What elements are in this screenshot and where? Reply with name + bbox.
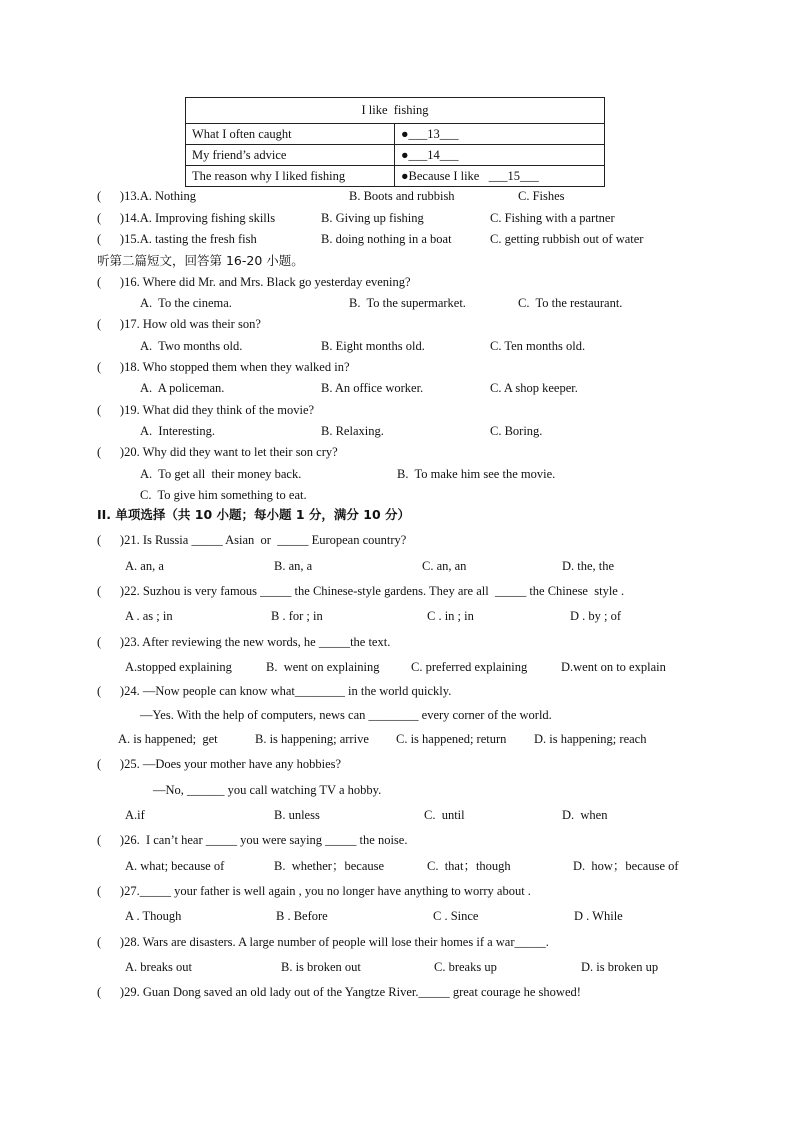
answer-option: C. an, an (422, 559, 467, 573)
answer-option: C. getting rubbish out of water (490, 232, 644, 246)
answer-option: C. is happened; return (396, 732, 507, 746)
question-line: A. what; because of (125, 859, 225, 873)
answer-option: D. is broken up (581, 960, 659, 974)
table-row (186, 124, 605, 145)
answer-option: C. breaks up (434, 960, 497, 974)
question-line: A. is happened; get (118, 732, 218, 746)
answer-option: B. Relaxing. (321, 424, 384, 438)
answer-option: B. is broken out (281, 960, 361, 974)
table-cell-label: The reason why I liked fishing (186, 166, 395, 187)
table-cell-value: ●___14___ (395, 145, 605, 166)
answer-option: C. Fishing with a partner (490, 211, 615, 225)
question-line: 听第二篇短文，回答第 16-20 小题。 (97, 253, 304, 268)
table-row (186, 145, 605, 166)
answer-option: B. To make him see the movie. (397, 467, 556, 481)
answer-option: D . by ; of (570, 609, 622, 623)
question-line: ( )26. I can’t hear _____ you were saying _____ the noise. (97, 833, 408, 847)
answer-option: C. Boring. (490, 424, 543, 438)
question-line: ( )29. Guan Dong saved an old lady out of the Yangtze River._____ great courage he showed! (97, 985, 581, 999)
answer-option: C. that；though (427, 859, 511, 873)
question-line: ( )17. How old was their son? (97, 317, 261, 331)
question-line: ( )13.A. Nothing (97, 189, 196, 203)
question-line: A . Though (125, 909, 182, 923)
answer-option: B. doing nothing in a boat (321, 232, 452, 246)
question-line: A.stopped explaining (125, 660, 232, 674)
question-line: A. Two months old. (140, 339, 243, 353)
question-line: A . as ; in (125, 609, 173, 623)
answer-option: D . While (574, 909, 623, 923)
answer-option: D.went on to explain (561, 660, 666, 674)
answer-option: D. the, the (562, 559, 615, 573)
question-line: A. To the cinema. (140, 296, 232, 310)
answer-option: D. how；because of (573, 859, 679, 873)
question-line: ( )20. Why did they want to let their son cry? (97, 445, 338, 459)
table-cell-value: ●Because I like ___15___ (395, 166, 605, 187)
question-line: C. To give him something to eat. (140, 488, 307, 502)
answer-option: D. is happening; reach (534, 732, 647, 746)
answer-option: B. To the supermarket. (349, 296, 466, 310)
table-row (186, 166, 605, 187)
answer-option: B . for ; in (271, 609, 323, 623)
question-line: A. breaks out (125, 960, 192, 974)
table-cell-label: My friend’s advice (186, 145, 395, 166)
question-line: ( )28. Wars are disasters. A large number of people will lose their homes if a war_____. (97, 935, 549, 949)
answer-option: B. Boots and rubbish (349, 189, 455, 203)
question-line: ( )24. —Now people can know what________ in the world quickly. (97, 684, 452, 698)
answer-option: C. preferred explaining (411, 660, 528, 674)
answer-option: B. An office worker. (321, 381, 424, 395)
answer-option: B. went on explaining (266, 660, 380, 674)
answer-option: C. To the restaurant. (518, 296, 623, 310)
table-title: I like fishing (186, 98, 605, 124)
question-line: A. an, a (125, 559, 164, 573)
question-line: ( )23. After reviewing the new words, he _____the text. (97, 635, 391, 649)
question-line: ( )15.A. tasting the fresh fish (97, 232, 257, 246)
answer-option: C. until (424, 808, 465, 822)
answer-option: B. whether；because (274, 859, 385, 873)
question-line: ( )27._____ your father is well again , you no longer have anything to worry about . (97, 884, 531, 898)
question-line: A. To get all their money back. (140, 467, 302, 481)
question-line: ( )16. Where did Mr. and Mrs. Black go yesterday evening? (97, 275, 411, 289)
question-line: ( )19. What did they think of the movie? (97, 403, 315, 417)
table-cell-value: ●___13___ (395, 124, 605, 145)
answer-option: B . Before (276, 909, 328, 923)
question-line: ( )22. Suzhou is very famous _____ the Chinese-style gardens. They are all _____ the Chinese style . (97, 584, 625, 598)
table-cell-label: What I often caught (186, 124, 395, 145)
question-line: ( )18. Who stopped them when they walked in? (97, 360, 350, 374)
question-line: ( )14.A. Improving fishing skills (97, 211, 276, 225)
answer-option: B. is happening; arrive (255, 732, 369, 746)
question-line: —Yes. With the help of computers, news can ________ every corner of the world. (140, 708, 552, 722)
question-line: A.if (125, 808, 145, 822)
answer-option: B. an, a (274, 559, 313, 573)
answer-option: B. Eight months old. (321, 339, 425, 353)
question-line: ( )21. Is Russia _____ Asian or _____ European country? (97, 533, 407, 547)
fishing-table (185, 97, 605, 187)
question-line: ( )25. —Does your mother have any hobbies? (97, 757, 342, 771)
question-line: A. A policeman. (140, 381, 225, 395)
question-line: II. 单项选择（共 10 小题；每小题 1 分，满分 10 分） (97, 507, 411, 522)
answer-option: C . in ; in (427, 609, 474, 623)
answer-option: C. A shop keeper. (490, 381, 578, 395)
answer-option: D. when (562, 808, 608, 822)
answer-option: C . Since (433, 909, 479, 923)
answer-option: C. Ten months old. (490, 339, 586, 353)
question-line: —No, ______ you call watching TV a hobby. (153, 783, 382, 797)
question-line: A. Interesting. (140, 424, 215, 438)
answer-option: B. Giving up fishing (321, 211, 424, 225)
answer-option: B. unless (274, 808, 320, 822)
answer-option: C. Fishes (518, 189, 565, 203)
